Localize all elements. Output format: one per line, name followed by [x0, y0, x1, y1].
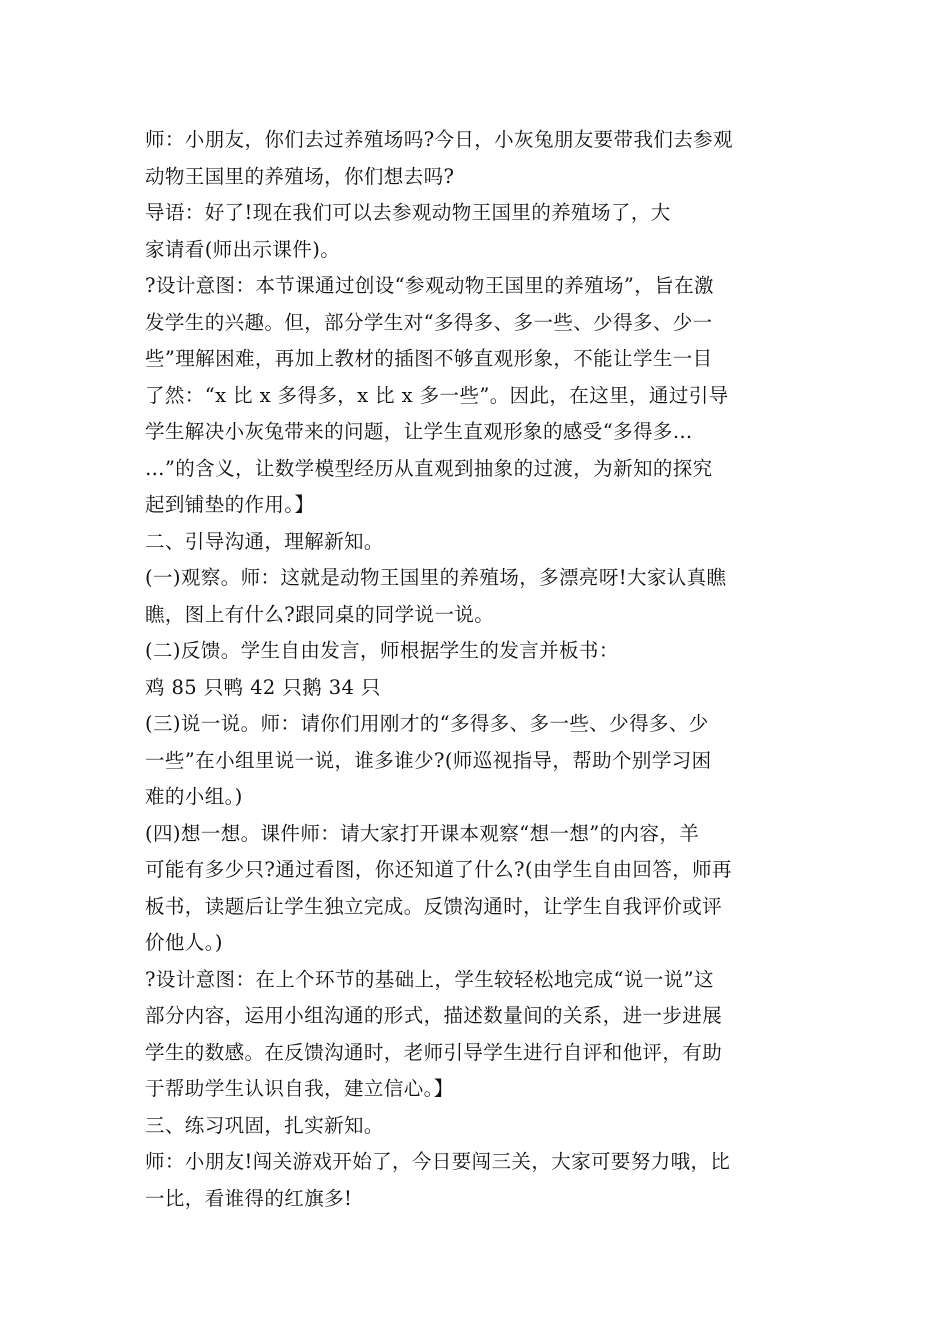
text-line: 导语：好了!现在我们可以去参观动物王国里的养殖场了，大	[145, 201, 671, 224]
text-line: 发学生的兴趣。但，部分学生对“多得多、多一些、少得多、少一	[145, 310, 713, 334]
text-line: 学生的数感。在反馈沟通时，老师引导学生进行自评和他评，有助	[145, 1040, 723, 1064]
text-line: (二)反馈。学生自由发言，师根据学生的发言并板书：	[145, 639, 619, 662]
section-heading: 三、练习巩固，扎实新知。	[145, 1113, 384, 1137]
text-line: 价他人。)	[145, 931, 223, 954]
text-line: 难的小组。)	[145, 785, 243, 808]
text-line: (三)说一说。师：请你们用刚才的“多得多、多一些、少得多、少	[145, 712, 709, 735]
text-line: 家请看(师出示课件)。	[145, 237, 341, 261]
text-line: 师：小朋友!闯关游戏开始了，今日要闯三关，大家可要努力哦，比	[145, 1150, 731, 1173]
text-line: 瞧，图上有什么?跟同桌的同学说一说。	[145, 602, 495, 626]
text-line: 些”理解困难，再加上教材的插图不够直观形象，不能让学生一目	[145, 347, 713, 370]
text-line: …”的含义，让数学模型经历从直观到抽象的过渡，为新知的探究	[145, 456, 713, 480]
document-text	[145, 122, 825, 1217]
text-line: 于帮助学生认识自我，建立信心。】	[145, 1077, 454, 1100]
text-line: 一比，看谁得的红旗多!	[145, 1186, 353, 1210]
text-line: 一些”在小组里说一说，谁多谁少?(师巡视指导，帮助个别学习困	[145, 748, 712, 772]
text-line: ?设计意图：本节课通过创设“参观动物王国里的养殖场”，旨在激	[145, 274, 714, 297]
text-line: ?设计意图：在上个环节的基础上，学生较轻松地完成“说一说”这	[145, 967, 714, 991]
text-line: (四)想一想。课件师：请大家打开课本观察“想一想”的内容，羊	[145, 821, 700, 845]
section-heading: 二、引导沟通，理解新知。	[145, 529, 384, 553]
text-line: 起到铺垫的作用。】	[145, 493, 315, 516]
text-line: (一)观察。师：这就是动物王国里的养殖场，多漂亮呀!大家认真瞧	[145, 566, 727, 589]
text-line: 板书，读题后让学生独立完成。反馈沟通时，让学生自我评价或评	[145, 894, 723, 918]
text-line: 师：小朋友，你们去过养殖场吗?今日，小灰兔朋友要带我们去参观	[145, 128, 733, 151]
text-line: 学生解决小灰兔带来的问题，让学生直观形象的感受“多得多…	[145, 420, 693, 443]
text-line: 鸡 85 只鸭 42 只鹅 34 只	[145, 675, 381, 699]
text-line: 部分内容，运用小组沟通的形式，描述数量间的关系，进一步进展	[145, 1004, 723, 1027]
text-line: 了然：“x 比 x 多得多，x 比 x 多一些”。因此，在这里，通过引导	[145, 383, 729, 407]
text-line: 动物王国里的养殖场，你们想去吗?	[145, 164, 455, 188]
text-line: 可能有多少只?通过看图，你还知道了什么?(由学生自由回答，师再	[145, 858, 732, 881]
